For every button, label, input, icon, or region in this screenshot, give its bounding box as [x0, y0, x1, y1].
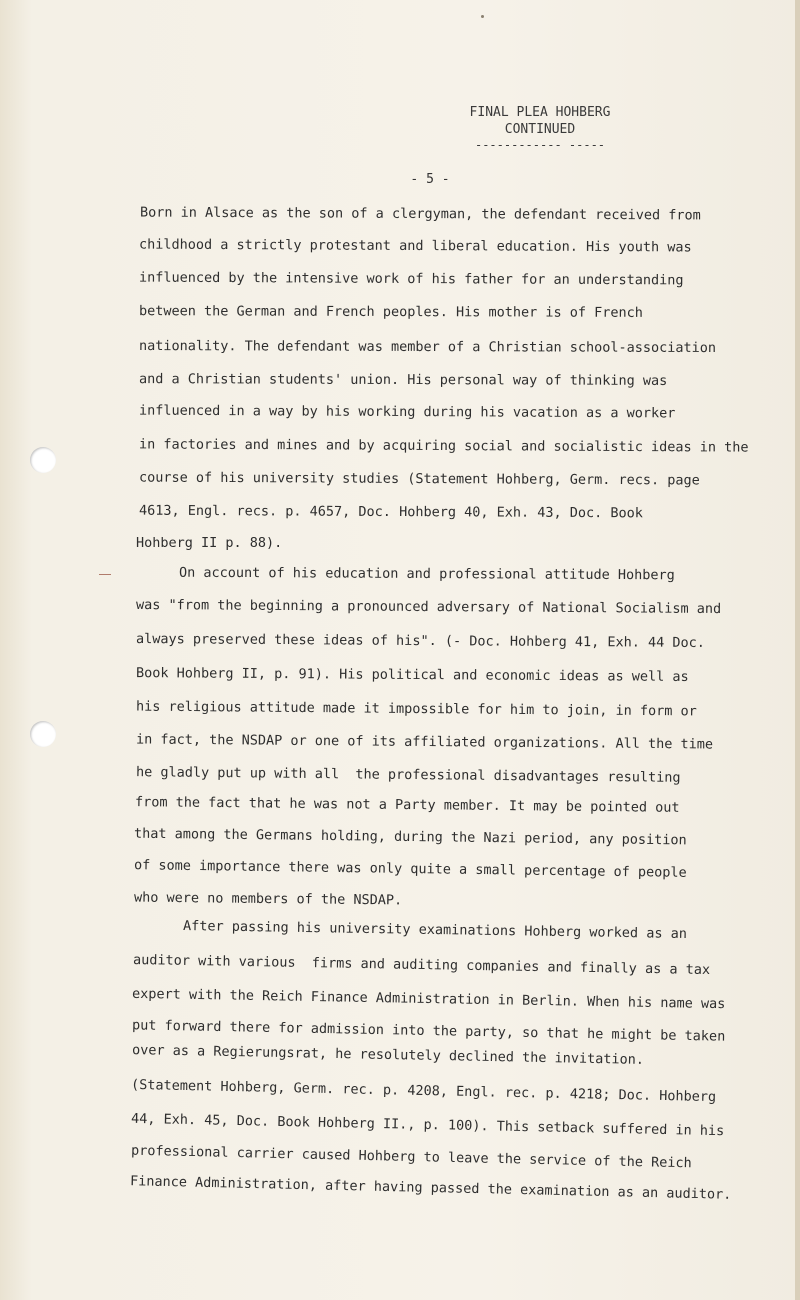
- text-line: After passing his university examinations Hohberg worked as an: [182, 918, 688, 942]
- text-line: 4613, Engl. recs. p. 4657, Doc. Hohberg 40, Exh. 43, Doc. Book: [138, 502, 643, 522]
- text-line: in fact, the NSDAP or one of its affiliated organizations. All the time: [135, 731, 714, 753]
- text-line: and a Christian students' union. His personal way of thinking was: [138, 371, 668, 389]
- text-line: of some importance there was only quite a small percentage of people: [133, 857, 687, 881]
- text-line: Finance Administration, after having passed the examination as an auditor.: [129, 1173, 732, 1203]
- text-line: over as a Regierungsrat, he resolutely declined the invitation.: [131, 1042, 645, 1068]
- text-line: 44, Exh. 45, Doc. Book Hohberg II., p. 100). This setback suffered in his: [130, 1110, 725, 1140]
- text-line: who were no members of the NSDAP.: [133, 889, 403, 909]
- text-line: from the fact that he was not a Party member. It may be pointed out: [134, 794, 680, 816]
- text-line: childhood a strictly protestant and liberal education. His youth was: [138, 236, 692, 256]
- text-line: professional carrier caused Hohberg to leave the service of the Reich: [130, 1142, 692, 1172]
- punch-hole: [30, 447, 56, 473]
- text-line: influenced by the intensive work of his father for an understanding: [138, 269, 684, 289]
- paper-speck: [481, 15, 484, 18]
- text-line: On account of his education and professional attitude Hohberg: [178, 564, 675, 584]
- header-subtitle: CONTINUED: [504, 122, 576, 137]
- text-line: Born in Alsace as the son of a clergyman, the defendant received from: [139, 204, 701, 224]
- page-number: - 5 -: [410, 172, 450, 187]
- text-line: (Statement Hohberg, Germ. rec. p. 4208, Engl. rec. p. 4218; Doc. Hohberg: [130, 1076, 717, 1106]
- text-line: influenced in a way by his working during his vacation as a worker: [138, 402, 676, 422]
- text-line: course of his university studies (Statement Hohberg, Germ. recs. page: [138, 469, 700, 489]
- text-line: was "from the beginning a pronounced adversary of National Socialism and: [135, 596, 722, 618]
- text-line: in factories and mines and by acquiring social and socialistic ideas in the: [138, 436, 749, 456]
- text-line: expert with the Reich Finance Administration in Berlin. When his name was: [131, 985, 726, 1013]
- text-line: Hohberg II p. 88).: [136, 535, 283, 551]
- text-line: his religious attitude made it impossible for him to join, in form or: [135, 698, 697, 720]
- text-line: between the German and French peoples. His mother is of French: [138, 303, 643, 321]
- text-line: Book Hohberg II, p. 91). His political and economic ideas as well as: [135, 665, 689, 685]
- text-line: always preserved these ideas of his". (- Doc. Hohberg 41, Exh. 44 Doc.: [135, 631, 706, 651]
- text-line: he gladly put up with all the professional disadvantages resulting: [135, 764, 681, 786]
- text-line: that among the Germans holding, during the Nazi period, any position: [133, 825, 687, 849]
- document-header: [440, 104, 640, 152]
- page-edge: [795, 0, 800, 1300]
- text-line: put forward there for admission into the party, so that he might be taken: [131, 1017, 726, 1045]
- text-line: auditor with various firms and auditing companies and finally as a tax: [132, 951, 711, 979]
- header-title: FINAL PLEA HOHBERG: [469, 105, 611, 120]
- text-line: nationality. The defendant was member of a Christian school-association: [138, 337, 717, 357]
- header-rule: ------------ -----: [474, 138, 606, 152]
- punch-hole: [30, 721, 56, 747]
- margin-mark: [99, 574, 111, 575]
